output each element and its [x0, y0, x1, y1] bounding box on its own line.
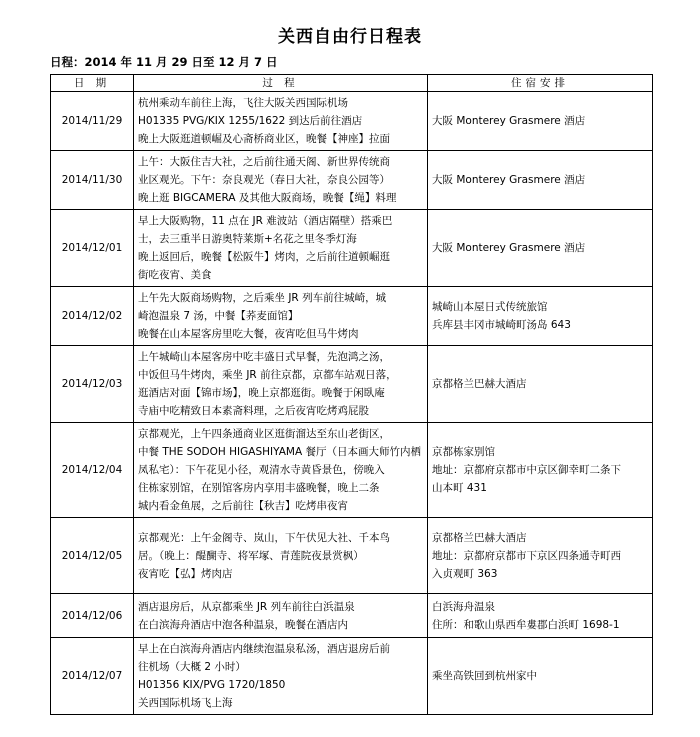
- header-process: 过 程: [134, 75, 428, 92]
- stay-line: 乘坐高铁回到杭州家中: [432, 670, 537, 682]
- process-cell: [134, 92, 428, 151]
- process-line: 业区观光。下午：奈良观光（春日大社，奈良公园等）: [138, 174, 390, 186]
- process-line: 晚餐在山本屋客房里吃大餐，夜宵吃但马牛烤肉: [138, 328, 359, 340]
- process-cell: [134, 423, 428, 518]
- process-line: 上午城崎山本屋客房中吃丰盛日式早餐，先泡鸿之汤，: [138, 351, 390, 363]
- stay-cell: [428, 92, 653, 151]
- itinerary-table: [50, 74, 653, 715]
- header-stay: 住宿安排: [428, 75, 653, 92]
- process-cell: [134, 518, 428, 594]
- table-row: [51, 346, 653, 423]
- process-line: 京都观光，上午四条通商业区逛街溜达至东山老街区，: [138, 428, 390, 440]
- stay-line: 地址：京都府京都市中京区御幸町二条下: [432, 464, 621, 476]
- process-line: 关西国际机场飞上海: [138, 697, 233, 709]
- process-line: 酒店退房后，从京都乘坐 JR 列车前往白浜温泉: [138, 600, 355, 613]
- process-line: 寺庙中吃精致日本素斋料理，之后夜宵吃烤鸡屁股: [138, 405, 369, 417]
- stay-line: 城崎山本屋日式传统旅馆: [432, 301, 548, 313]
- process-cell: [134, 346, 428, 423]
- process-line: 晚上返回后，晚餐【松阪牛】烤肉，之后前往道顿崛逛: [138, 251, 390, 263]
- stay-line: 兵库县丰冈市城崎町汤岛 643: [432, 319, 571, 331]
- stay-cell: [428, 151, 653, 210]
- date-cell: 2014/11/30: [51, 151, 134, 210]
- header-date: 日 期: [51, 75, 134, 92]
- date-range: 日程：2014 年 11 月 29 日至 12 月 7 日: [50, 55, 278, 69]
- process-line: 夜宵吃【弘】烤肉店: [138, 567, 233, 580]
- process-line: H01335 PVG/KIX 1255/1622 到达后前往酒店: [138, 115, 363, 127]
- process-cell: [134, 638, 428, 715]
- stay-cell: [428, 594, 653, 638]
- date-cell: 2014/12/03: [51, 346, 134, 423]
- stay-line: 京都格兰巴赫大酒店: [432, 531, 527, 544]
- date-cell: 2014/12/04: [51, 423, 134, 518]
- process-line: 住栋家别馆，在别馆客房内享用丰盛晚餐，晚上二条: [138, 482, 380, 494]
- stay-cell: [428, 287, 653, 346]
- process-line: 逛酒店对面【锦市场】，晚上京都逛街。晚餐于闲臥庵: [138, 387, 385, 399]
- process-line: H01356 KIX/PVG 1720/1850: [138, 679, 286, 691]
- stay-cell: [428, 346, 653, 423]
- table-row: [51, 638, 653, 715]
- date-cell: 2014/12/06: [51, 594, 134, 638]
- table-row: [51, 287, 653, 346]
- stay-cell: [428, 518, 653, 594]
- date-cell: 2014/12/07: [51, 638, 134, 715]
- stay-line: 住所：和歌山県西牟婁郡白浜町 1698-1: [432, 618, 620, 631]
- process-line: 士，去三重半日游奥特莱斯+名花之里冬季灯海: [138, 233, 357, 245]
- process-line: 晚上逛 BIGCAMERA 及其他大阪商场，晚餐【绳】料理: [138, 192, 397, 204]
- stay-cell: [428, 638, 653, 715]
- stay-line: 地址：京都府京都市下京区四条通寺町西: [432, 549, 621, 562]
- date-cell: 2014/12/01: [51, 210, 134, 287]
- stay-line: 入贞观町 363: [432, 567, 498, 580]
- process-line: 杭州乘动车前往上海，飞往大阪关西国际机场: [138, 97, 348, 109]
- table-header-row: [51, 75, 653, 92]
- process-cell: [134, 594, 428, 638]
- process-line: 晚上大阪逛道顿崛及心斋桥商业区，晚餐【神座】拉面: [138, 133, 390, 145]
- process-line: 街吃夜宵、美食: [138, 269, 212, 281]
- table-row: [51, 151, 653, 210]
- stay-line: 京都栋家别馆: [432, 446, 495, 458]
- process-line: 早上在白滨海舟酒店内继续泡温泉私汤，酒店退房后前: [138, 643, 390, 655]
- process-line: 中餐 THE SODOH HIGASHIYAMA 餐厅（日本画大师竹内栖: [138, 446, 421, 458]
- date-cell: 2014/11/29: [51, 92, 134, 151]
- process-line: 崎泡温泉 7 汤，中餐【荞麦面馆】: [138, 310, 299, 322]
- table-row: [51, 210, 653, 287]
- table-row: [51, 423, 653, 518]
- stay-cell: [428, 210, 653, 287]
- process-cell: [134, 287, 428, 346]
- process-line: 凤私宅）：下午花见小径，观清水寺黄昏景色，傍晚入: [138, 464, 385, 476]
- process-line: 城内看金鱼展，之后前往【秋吉】吃烤串夜宵: [138, 500, 348, 512]
- process-line: 上午：大阪住吉大社，之后前往通天阁、新世界传统商: [138, 156, 390, 168]
- date-cell: 2014/12/05: [51, 518, 134, 594]
- table-row: [51, 92, 653, 151]
- process-line: 在白滨海舟酒店中泡各种温泉，晚餐在酒店内: [138, 618, 348, 631]
- process-line: 上午先大阪商场购物，之后乘坐 JR 列车前往城崎，城: [138, 292, 387, 304]
- stay-line: 大阪 Monterey Grasmere 酒店: [432, 115, 586, 127]
- process-cell: [134, 151, 428, 210]
- table-row: [51, 518, 653, 594]
- process-line: 居。（晚上：醍醐寺、将军塚、青莲院夜景赏枫）: [138, 549, 364, 562]
- itinerary-body: [51, 92, 653, 715]
- process-line: 往机场（大概 2 小时）: [138, 661, 246, 673]
- process-line: 早上大阪购物，11 点在 JR 难波站（酒店隔壁）搭乘巴: [138, 215, 393, 227]
- table-row: [51, 594, 653, 638]
- process-line: 中饭但马牛烤肉，乘坐 JR 前往京都，京都车站观日落，: [138, 369, 397, 381]
- stay-line: 大阪 Monterey Grasmere 酒店: [432, 174, 586, 186]
- page-title: 关西自由行日程表: [278, 27, 422, 47]
- process-line: 京都观光：上午金阁寺、岚山，下午伏见大社、千本鸟: [138, 531, 390, 544]
- stay-line: 大阪 Monterey Grasmere 酒店: [432, 242, 586, 254]
- stay-line: 京都格兰巴赫大酒店: [432, 378, 527, 390]
- stay-line: 白浜海舟温泉: [432, 600, 495, 613]
- process-cell: [134, 210, 428, 287]
- stay-line: 山本町 431: [432, 482, 487, 494]
- stay-cell: [428, 423, 653, 518]
- date-cell: 2014/12/02: [51, 287, 134, 346]
